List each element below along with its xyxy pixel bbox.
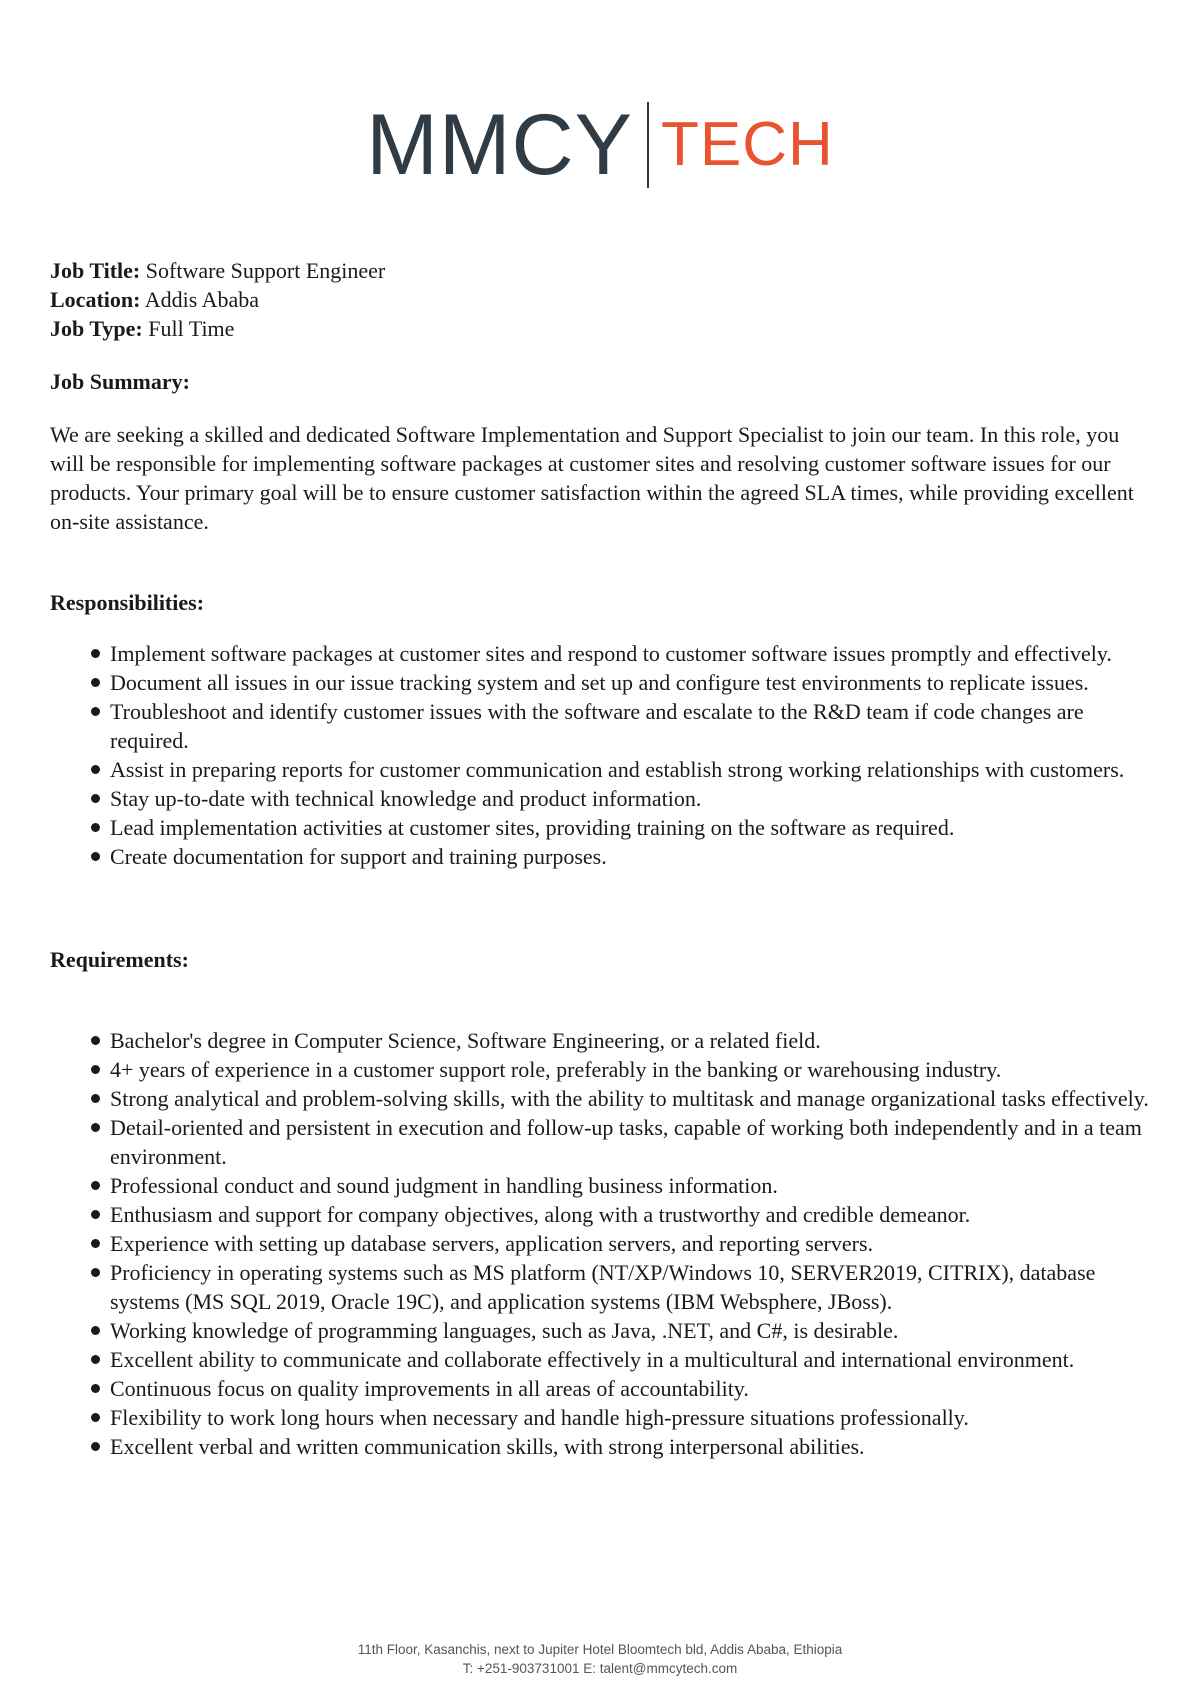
logo-mmcy-text: MMCY [366, 97, 633, 193]
job-title-label: Job Title: [50, 258, 141, 283]
list-item [50, 1229, 1155, 1258]
list-item-text: Detail-oriented and persistent in execution and follow-up tasks, capable of working both independently and in a team environment. [110, 1115, 1142, 1169]
bullet-icon [91, 1123, 100, 1132]
list-item [50, 697, 1155, 755]
logo-divider [647, 102, 649, 188]
job-type-line [50, 314, 1155, 343]
bullet-icon [91, 794, 100, 803]
bullet-icon [91, 1326, 100, 1335]
list-item-text: Bachelor's degree in Computer Science, Software Engineering, or a related field. [110, 1028, 821, 1053]
list-item [50, 1113, 1155, 1171]
document-body [50, 256, 1155, 1461]
list-item [50, 1345, 1155, 1374]
list-item-text: Lead implementation activities at customer sites, providing training on the software as required. [110, 815, 955, 840]
bullet-icon [91, 765, 100, 774]
list-item [50, 1403, 1155, 1432]
bullet-icon [91, 1413, 100, 1422]
list-item [50, 668, 1155, 697]
list-item-text: Working knowledge of programming languages, such as Java, .NET, and C#, is desirable. [110, 1318, 899, 1343]
list-item-text: Implement software packages at customer sites and respond to customer software issues promptly and effectively. [110, 641, 1112, 666]
list-item-text: Strong analytical and problem-solving skills, with the ability to multitask and manage organizational tasks effectively. [110, 1086, 1149, 1111]
location-label: Location: [50, 287, 141, 312]
list-item [50, 639, 1155, 668]
list-item-text: Excellent ability to communicate and collaborate effectively in a multicultural and international environment. [110, 1347, 1075, 1372]
location-value: Addis Ababa [144, 287, 260, 312]
list-item [50, 842, 1155, 871]
bullet-icon [91, 707, 100, 716]
list-item-text: Troubleshoot and identify customer issues with the software and escalate to the R&D team if code changes are required. [110, 699, 1084, 753]
list-item-text: Enthusiasm and support for company objectives, along with a trustworthy and credible demeanor. [110, 1202, 971, 1227]
list-item [50, 1258, 1155, 1316]
list-item-text: Create documentation for support and training purposes. [110, 844, 607, 869]
bullet-icon [91, 1384, 100, 1393]
bullet-icon [91, 852, 100, 861]
responsibilities-heading: Responsibilities: [50, 590, 205, 615]
list-item-text: Flexibility to work long hours when necessary and handle high-pressure situations professionally. [110, 1405, 969, 1430]
page-footer [0, 1640, 1200, 1678]
job-title-line [50, 256, 1155, 285]
logo-tech-text: TECH [660, 110, 834, 179]
company-logo [0, 97, 1200, 193]
requirements-list [50, 1026, 1155, 1461]
list-item [50, 1055, 1155, 1084]
list-item-text: Excellent verbal and written communication skills, with strong interpersonal abilities. [110, 1434, 865, 1459]
list-item [50, 1084, 1155, 1113]
bullet-icon [91, 1181, 100, 1190]
list-item [50, 1432, 1155, 1461]
bullet-icon [91, 678, 100, 687]
bullet-icon [91, 1036, 100, 1045]
list-item-text: Document all issues in our issue tracking system and set up and configure test environments to replicate issues. [110, 670, 1089, 695]
responsibilities-list [50, 639, 1155, 871]
list-item [50, 1374, 1155, 1403]
footer-address: 11th Floor, Kasanchis, next to Jupiter Hotel Bloomtech bld, Addis Ababa, Ethiopia [357, 1642, 843, 1657]
bullet-icon [91, 823, 100, 832]
list-item-text: Assist in preparing reports for customer communication and establish strong working relationships with customers. [110, 757, 1125, 782]
bullet-icon [91, 1094, 100, 1103]
list-item-text: Experience with setting up database servers, application servers, and reporting servers. [110, 1231, 874, 1256]
job-type-value: Full Time [148, 316, 235, 341]
location-line [50, 285, 1155, 314]
list-item [50, 784, 1155, 813]
job-summary-heading: Job Summary: [50, 369, 190, 394]
list-item-text: 4+ years of experience in a customer support role, preferably in the banking or warehousing industry. [110, 1057, 1002, 1082]
footer-contact: T: +251-903731001 E: talent@mmcytech.com [462, 1661, 738, 1676]
list-item-text: Professional conduct and sound judgment in handling business information. [110, 1173, 778, 1198]
bullet-icon [91, 1065, 100, 1074]
list-item [50, 1200, 1155, 1229]
list-item [50, 755, 1155, 784]
list-item [50, 1171, 1155, 1200]
bullet-icon [91, 649, 100, 658]
bullet-icon [91, 1355, 100, 1364]
list-item-text: Proficiency in operating systems such as MS platform (NT/XP/Windows 10, SERVER2019, CITRIX), database systems (MS SQL 2019, Oracle 19C), and application systems (IBM Websphere, JBoss). [110, 1260, 1096, 1314]
requirements-heading: Requirements: [50, 947, 189, 972]
bullet-icon [91, 1268, 100, 1277]
list-item-text: Continuous focus on quality improvements in all areas of accountability. [110, 1376, 749, 1401]
job-summary-text: We are seeking a skilled and dedicated Software Implementation and Support Specialist to join our team. In this role, you will be responsible for implementing software packages at customer sites and resolving customer software issues for our products. Your primary goal will be to ensure customer satisfaction within the agreed SLA times, while providing excellent on-site assistance. [50, 422, 1134, 534]
bullet-icon [91, 1239, 100, 1248]
bullet-icon [91, 1210, 100, 1219]
job-title-value: Software Support Engineer [145, 258, 386, 283]
list-item [50, 813, 1155, 842]
list-item-text: Stay up-to-date with technical knowledge and product information. [110, 786, 702, 811]
list-item [50, 1316, 1155, 1345]
job-type-label: Job Type: [50, 316, 143, 341]
list-item [50, 1026, 1155, 1055]
bullet-icon [91, 1442, 100, 1451]
